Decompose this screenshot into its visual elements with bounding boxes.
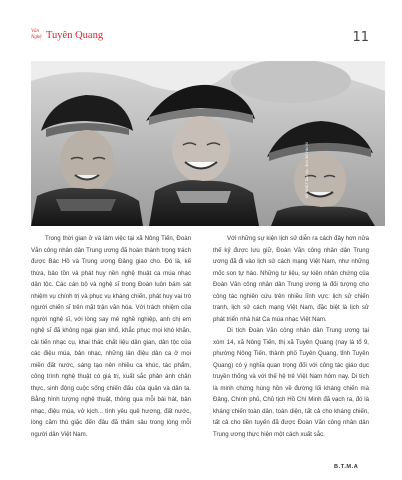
article-right-column [213,233,369,440]
photo-illustration [31,61,385,226]
masthead-nghe: Nghệ [31,35,42,40]
article-left-column [31,233,191,440]
author-signature: B.T.M.A [334,464,359,470]
masthead-van: Văn [31,29,40,34]
article-paragraph: Với những sự kiện lịch sử diễn ra cách đây hơn nửa thế kỷ được lưu giữ, Đoàn Văn công nhân dân Trung ương đã đi vào lịch sử cách mạng Việt Nam, như những mốc son tự hào. Những tư liệu, sự kiện nhân chứng của Đoàn Văn công nhân dân Trung ương là đối tượng cho công tác nghiên cứu trên nhiều lĩnh vực: lịch sử chiến tranh, lịch sử cách mạng Việt Nam, đặc biệt là lịch sử phát triển nhà hát Ca múa nhạc Việt Nam. [213,235,369,323]
article-photo [31,61,385,226]
masthead-title: Tuyên Quang [46,30,104,41]
article-paragraph: Trong thời gian ở và làm việc tại xã Nông Tiến, Đoàn Văn công nhân dân Trung ương đã hoàn thành trọng trách được Bác Hồ và Trung ương Đảng giao cho. Đó là, kế thừa, bảo tồn và phát huy nền nghệ thuật ca múa nhạc dân tộc. Các cán bộ và nghệ sĩ trong Đoàn luôn bám sát nhiệm vụ chính trị và phục vụ kháng chiến, phát huy vai trò người chiến sĩ trên mặt trận văn hóa. Với trách nhiệm của người nghệ sĩ, với lòng say mê nghề nghiệp, anh chị em nghệ sĩ đã không ngại gian khổ, khắc phục mọi khó khăn, cải tiến nhạc cụ, khai thác chất liệu dân gian, dân tộc của các điệu múa, bản nhạc, những làn điệu dân ca ở mọi miền đất nước, sáng tạo nên nhiều ca khúc, tác phẩm, công trình nghệ thuật có giá trị, xuất sắc phản ánh chân thực, sinh động cuộc sống chiến đấu của quân và dân ta. Bằng hình tượng nghệ thuật, thông qua mỗi bài hát, bản nhạc, điệu múa, vở kịch... tình yêu quê hương, đất nước, lòng căm thù giặc đến đâu đã thấm sâu trong lòng mỗi người dân Việt Nam. [31,235,191,438]
page-number: 11 [352,30,369,45]
article-paragraph: Di tích Đoàn Văn công nhân dân Trung ương tại xóm 14, xã Nông Tiến, thị xã Tuyên Quang (nay là tổ 9, phường Nông Tiến, thành phố Tuyên Quang, tỉnh Tuyên Quang) có ý nghĩa quan trọng đối với công tác giáo dục truyền thống và với thế hệ trẻ Việt Nam hôm nay. Di tích là minh chứng hùng hồn về đường lối kháng chiến mà Đảng, Chính phủ, Chủ tịch Hồ Chí Minh đã vạch ra, đó là kháng chiến toàn dân, toàn diện, tất cả cho kháng chiến, tất cả cho tiền tuyến đã được Đoàn Văn công nhân dân Trung ương thực hiện một cách xuất sắc. [213,327,369,438]
photo-credit: Nữ NNDT Dân tộc. Ảnh: Đỗ Hải Vũ [305,142,309,198]
